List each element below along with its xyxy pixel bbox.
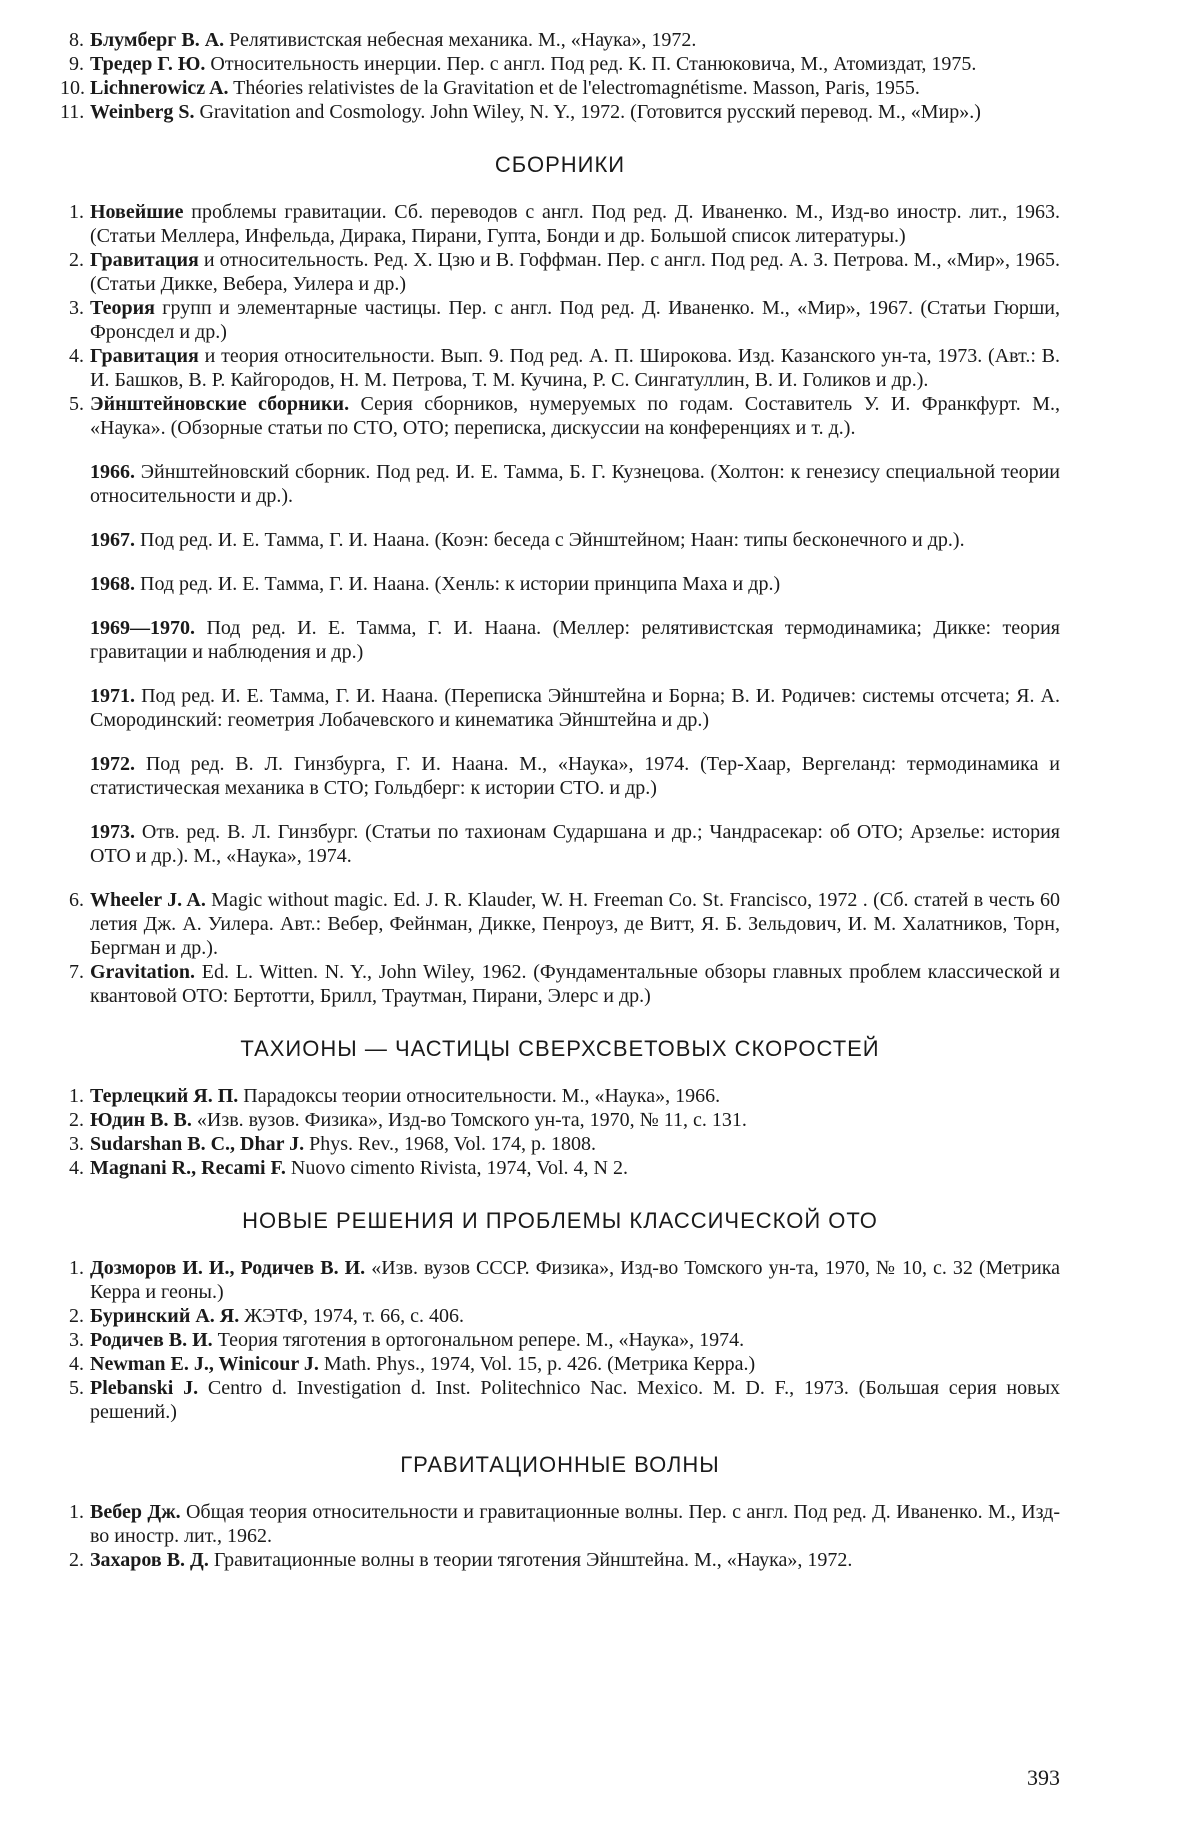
sub-item: 1972. Под ред. В. Л. Гинзбурга, Г. И. Наана. М., «Наука», 1974. (Тер-Хаар, Вергеланд: термодинамика и статистическая механика в СТО; Гольдберг: к истории СТО. и др.): [90, 753, 1060, 799]
list-item: 8. Блумберг В. А. Релятивистская небесная механика. М., «Наука», 1972.: [69, 29, 697, 51]
list-item: 4. Newman E. J., Winicour J. Math. Phys., 1974, Vol. 15, p. 426. (Метрика Керра.): [69, 1353, 756, 1375]
section-heading: НОВЫЕ РЕШЕНИЯ И ПРОБЛЕМЫ КЛАССИЧЕСКОЙ ОТО: [242, 1208, 878, 1233]
sub-item: 1968. Под ред. И. Е. Тамма, Г. И. Наана. (Хенль: к истории принципа Маха и др.): [90, 573, 781, 595]
list-item: 1. Новейшие проблемы гравитации. Сб. переводов с англ. Под ред. Д. Иваненко. М., Изд-во иностр. лит., 1963. (Статьи Меллера, Инфельда, Дирака, Пирани, Гупта, Бонди и др. Большой список литературы.): [69, 201, 1060, 247]
list-item: 2. Гравитация и относительность. Ред. Х. Цзю и В. Гоффман. Пер. с англ. Под ред. А. З. Петрова. М., «Мир», 1965. (Статьи Дикке, Вебера, Уилера и др.): [69, 249, 1060, 295]
list-item: 2. Буринский А. Я. ЖЭТФ, 1974, т. 66, с. 406.: [69, 1305, 465, 1327]
section-heading: ГРАВИТАЦИОННЫЕ ВОЛНЫ: [400, 1452, 720, 1477]
sub-item: 1971. Под ред. И. Е. Тамма, Г. И. Наана. (Переписка Эйнштейна и Борна; В. И. Родичев: системы отсчета; Я. А. Смородинский: геометрия Лобачевского и кинематика Эйнштейна и др.): [90, 685, 1060, 731]
section-new-solutions: [60, 1256, 1060, 1424]
list-item: 4. Magnani R., Recami F. Nuovo cimento Rivista, 1974, Vol. 4, N 2.: [69, 1157, 628, 1179]
list-item: 5. Plebanski J. Centro d. Investigation d. Inst. Politechnico Nac. Mexico. M. D. F., 1973. (Большая серия новых решений.): [69, 1377, 1061, 1423]
list-item: 6. Wheeler J. A. Magic without magic. Ed. J. R. Klauder, W. H. Freeman Co. St. Francisco, 1972 . (Сб. статей в честь 60 летия Дж. А. Уилера. Авт.: Вебер, Фейнман, Дикке, Пенроуз, де Витт, Я. Б. Зельдович, И. М. Халатников, Торн, Бергман и др.).: [69, 889, 1060, 959]
list-item: 3. Sudarshan B. C., Dhar J. Phys. Rev., 1968, Vol. 174, p. 1808.: [69, 1133, 597, 1155]
list-item: 10. Lichnerowicz A. Théories relativistes de la Gravitation et de l'electromagnétisme. Masson, Paris, 1955.: [60, 77, 920, 99]
section-tachyons: [60, 1084, 1060, 1180]
list-item: 2. Юдин В. В. «Изв. вузов. Физика», Изд-во Томского ун-та, 1970, № 11, с. 131.: [69, 1109, 747, 1131]
page-number: 393: [1027, 1765, 1060, 1790]
list-item: 11. Weinberg S. Gravitation and Cosmology. John Wiley, N. Y., 1972. (Готовится русский перевод. М., «Мир».): [60, 101, 981, 123]
sub-item: 1973. Отв. ред. В. Л. Гинзбург. (Статьи по тахионам Сударшана и др.; Чандрасекар: об ОТО; Арзелье: история ОТО и др.). М., «Наука», 1974.: [90, 821, 1060, 867]
list-item: 2. Захаров В. Д. Гравитационные волны в теории тяготения Эйнштейна. М., «Наука», 1972.: [69, 1549, 853, 1571]
bibliography-page: [60, 28, 1060, 1572]
list-item: 3. Теория групп и элементарные частицы. Пер. с англ. Под ред. Д. Иваненко. М., «Мир», 1967. (Статьи Гюрши, Фронсдел и др.): [69, 297, 1060, 343]
section-heading: ТАХИОНЫ — ЧАСТИЦЫ СВЕРХСВЕТОВЫХ СКОРОСТЕЙ: [240, 1036, 880, 1061]
list-item: 3. Родичев В. И. Теория тяготения в ортогональном репере. М., «Наука», 1974.: [69, 1329, 745, 1351]
section-grav-waves: [60, 1500, 1060, 1572]
sub-item: 1969—1970. Под ред. И. Е. Тамма, Г. И. Наана. (Меллер: релятивистская термодинамика; Дикке: теория гравитации и наблюдения и др.): [90, 617, 1060, 663]
section-general: [60, 28, 1060, 124]
sub-item: 1967. Под ред. И. Е. Тамма, Г. И. Наана. (Коэн: беседа с Эйнштейном; Наан: типы бесконечного и др.).: [90, 529, 965, 551]
list-item: 1. Вебер Дж. Общая теория относительности и гравитационные волны. Пер. с англ. Под ред. Д. Иваненко. М., Изд-во иностр. лит., 1962.: [69, 1501, 1061, 1547]
list-item: 1. Терлецкий Я. П. Парадоксы теории относительности. М., «Наука», 1966.: [69, 1085, 721, 1107]
list-item: 7. Gravitation. Ed. L. Witten. N. Y., John Wiley, 1962. (Фундаментальные обзоры главных проблем классической и квантовой ОТО: Бертотти, Брилл, Траутман, Пирани, Элерс и др.): [69, 961, 1060, 1007]
sub-item: 1966. Эйнштейновский сборник. Под ред. И. Е. Тамма, Б. Г. Кузнецова. (Холтон: к генезису специальной теории относительности и др.).: [90, 461, 1060, 507]
list-item: 5. Эйнштейновские сборники. Серия сборников, нумеруемых по годам. Составитель У. И. Франкфурт. М., «Наука». (Обзорные статьи по СТО, ОТО; переписка, дискуссии на конференциях и т. д.).: [69, 393, 1060, 439]
section-collections: [60, 200, 1060, 1008]
list-item: 9. Тредер Г. Ю. Относительность инерции. Пер. с англ. Под ред. К. П. Станюковича, М., Атомиздат, 1975.: [69, 53, 977, 75]
section-heading: СБОРНИКИ: [494, 152, 626, 177]
list-item: 1. Дозморов И. И., Родичев В. И. «Изв. вузов СССР. Физика», Изд-во Томского ун-та, 1970, № 10, с. 32 (Метрика Керра и геоны.): [69, 1257, 1060, 1303]
list-item: 4. Гравитация и теория относительности. Вып. 9. Под ред. А. П. Широкова. Изд. Казанского ун-та, 1973. (Авт.: В. И. Башков, В. Р. Кайгородов, Н. М. Петрова, Т. М. Кучина, Р. С. Сингатуллин, В. И. Голиков и др.).: [69, 345, 1060, 391]
